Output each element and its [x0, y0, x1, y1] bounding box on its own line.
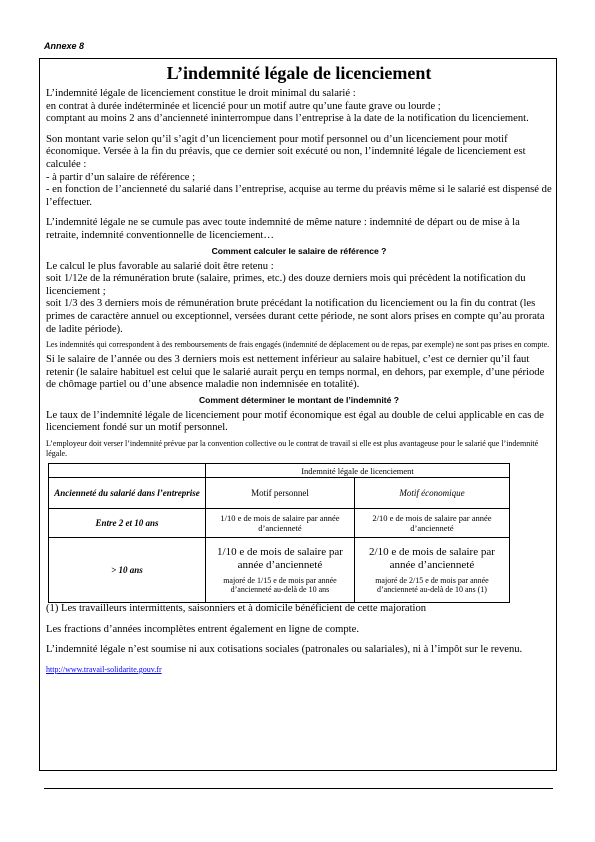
- table-row2-personal-main: 1/10 e de mois de salaire par année d’ancienneté: [217, 545, 343, 571]
- paragraph-1-line-2: en contrat à durée indéterminée et licencié pour un motif autre qu’une faute grave ou lourde ;: [46, 100, 441, 112]
- table-row1-label: Entre 2 et 10 ans: [49, 509, 206, 538]
- indemnity-table: [48, 463, 510, 603]
- paragraph-2-item-2: - en fonction de l’ancienneté du salarié dans l’entreprise, acquise au terme du préavis même si le salarié est dispensé de l’effectuer.: [46, 184, 552, 208]
- section-heading-salary: Comment calculer le salaire de référence ?: [211, 245, 387, 256]
- table-row2-personal-note: majoré de 1/15 e de mois par année d’ancienneté au-delà de 10 ans: [223, 575, 337, 595]
- table-empty-corner: [49, 464, 206, 478]
- document-title: L’indemnité légale de licenciement: [166, 63, 432, 83]
- table-col-personal: Motif personnel: [206, 478, 355, 509]
- paragraph-2-intro: Son montant varie selon qu’il s’agit d’un licenciement pour motif personnel ou d’un licenciement pour motif économique. Versée à la fin du préavis, que ce dernier soit exécuté ou non, l’indemnité légale de licenciement est calculée :: [46, 133, 526, 170]
- paragraph-1-line-1: L’indemnité légale de licenciement constitue le droit minimal du salarié :: [46, 88, 356, 99]
- table-col-economic: Motif économique: [354, 478, 509, 509]
- table-header: Indemnité légale de licenciement: [206, 464, 510, 478]
- table-row2-label: > 10 ans: [49, 538, 206, 603]
- section-heading-amount: Comment déterminer le montant de l’indemnité ?: [198, 394, 400, 405]
- document-content: [46, 62, 552, 675]
- paragraph-2-item-1: - à partir d’un salaire de référence ;: [46, 171, 196, 183]
- paragraph-4-option-2: soit 1/3 des 3 derniers mois de rémunération brute précédant la notification du licenciement ou la fin du contrat (les primes de caractère annuel ou exceptionnel, versées durant cette période, ne sont alors prises en compte qu’au prorata de ladite période).: [46, 298, 545, 335]
- annex-label: Annexe 8: [44, 41, 85, 51]
- paragraph-9: Les fractions d’années incomplètes entrent également en ligne de compte.: [46, 623, 359, 635]
- table-row-header: Ancienneté du salarié dans l’entreprise: [49, 478, 206, 509]
- table-row1-economic: 2/10 e de mois de salaire par année d’ancienneté: [354, 509, 509, 538]
- table-row2-economic: [354, 538, 509, 603]
- table-row1-personal: 1/10 e de mois de salaire par année d’ancienneté: [206, 509, 355, 538]
- paragraph-1-line-3: comptant au moins 2 ans d’ancienneté ininterrompue dans l’entreprise à la date de la notification du licenciement.: [46, 113, 529, 125]
- table-row2-personal: [206, 538, 355, 603]
- paragraph-3: L’indemnité légale ne se cumule pas avec toute indemnité de même nature : indemnité de départ ou de mise à la retraite, indemnité conventionnelle de licenciement…: [46, 217, 520, 241]
- paragraph-4-intro: Le calcul le plus favorable au salarié doit être retenu :: [46, 260, 274, 272]
- table-row2-economic-note: majoré de 2/15 e de mois par année d’ancienneté au-delà de 10 ans (1): [375, 575, 489, 595]
- source-link[interactable]: http://www.travail-solidarite.gouv.fr: [46, 664, 162, 674]
- note-expenses: Les indemnités qui correspondent à des remboursements de frais engagés (indemnité de déplacement ou de repas, par exemple) ne sont pas prises en compte.: [46, 340, 550, 350]
- table-row2-economic-main: 2/10 e de mois de salaire par année d’ancienneté: [369, 545, 495, 571]
- footnote-1: (1) Les travailleurs intermittents, saisonniers et à domicile bénéficient de cette majoration: [46, 603, 427, 615]
- bottom-divider: [44, 788, 553, 789]
- paragraph-6: Si le salaire de l’année ou des 3 derniers mois est nettement inférieur au salaire habituel, c’est ce dernier qu’il faut retenir (le salaire habituel est celui que le salarié aurait perçu en temps normal, en dehors, par exemple, d’une période de chômage partiel ou d’une absence maladie non indemnisée en totalité).: [46, 354, 545, 391]
- paragraph-7: Le taux de l’indemnité légale de licenciement pour motif économique est égal au double de celui applicable en cas de licenciement fondé sur un motif personnel.: [46, 409, 544, 434]
- paragraph-10: L’indemnité légale n’est soumise ni aux cotisations sociales (patronales ou salariales), ni à l’impôt sur le revenu.: [46, 644, 523, 656]
- note-employer: L’employeur doit verser l’indemnité prévue par la convention collective ou le contrat de travail si elle est plus avantageuse pour le salarié que l’indemnité légale.: [46, 439, 539, 459]
- paragraph-4-option-1: soit 1/12e de la rémunération brute (salaire, primes, etc.) des douze derniers mois qui précèdent la notification du licenciement ;: [46, 273, 526, 297]
